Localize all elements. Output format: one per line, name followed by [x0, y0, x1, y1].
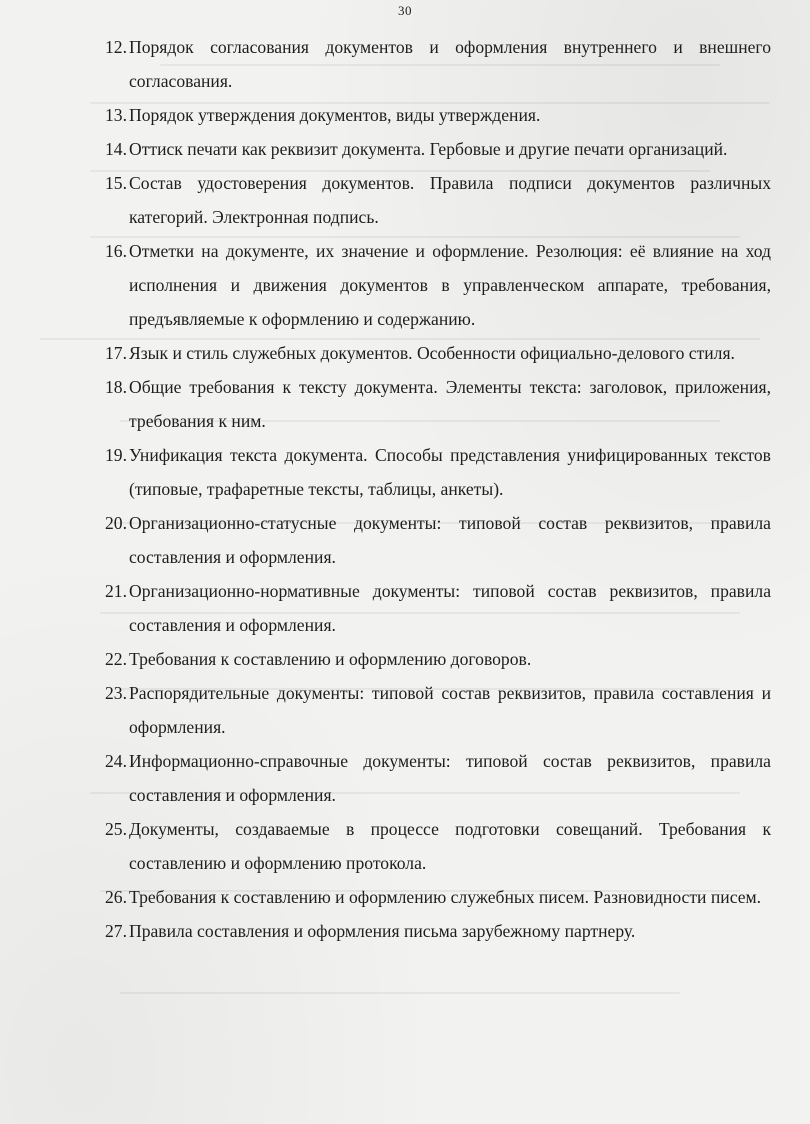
item-number: 22.	[105, 649, 127, 669]
list-item	[0, 914, 810, 948]
item-number: 27.	[105, 921, 127, 941]
list-item	[0, 676, 810, 744]
item-text: Организационно-статусные документы: типовой состав реквизитов, правила составления и оформления.	[129, 513, 771, 567]
item-text: Организационно-нормативные документы: типовой состав реквизитов, правила составления и оформления.	[129, 581, 771, 635]
list-item	[0, 506, 810, 574]
exam-question-list	[0, 30, 810, 948]
item-number: 17.	[105, 343, 127, 363]
item-number: 26.	[105, 887, 127, 907]
item-text: Распорядительные документы: типовой состав реквизитов, правила составления и оформления.	[129, 683, 771, 737]
item-number: 12.	[105, 37, 127, 57]
item-text: Информационно-справочные документы: типовой состав реквизитов, правила составления и оформления.	[129, 751, 771, 805]
list-item	[0, 438, 810, 506]
item-text: Требования к составлению и оформлению договоров.	[129, 649, 532, 669]
bleed-through-line	[120, 992, 680, 994]
list-item	[0, 642, 810, 676]
list-item	[0, 30, 810, 98]
item-number: 21.	[105, 581, 127, 601]
item-number: 15.	[105, 173, 127, 193]
item-number: 20.	[105, 513, 127, 533]
item-text: Общие требования к тексту документа. Элементы текста: заголовок, приложения, требования к ним.	[129, 377, 771, 431]
item-number: 16.	[105, 241, 127, 261]
item-number: 24.	[105, 751, 127, 771]
list-item	[0, 370, 810, 438]
item-text: Оттиск печати как реквизит документа. Гербовые и другие печати организаций.	[129, 139, 728, 159]
list-item	[0, 132, 810, 166]
item-number: 18.	[105, 377, 127, 397]
item-number: 14.	[105, 139, 127, 159]
item-text: Состав удостоверения документов. Правила подписи документов различных категорий. Электронная подпись.	[129, 173, 771, 227]
item-text: Язык и стиль служебных документов. Особенности официально-делового стиля.	[129, 343, 735, 363]
item-number: 19.	[105, 445, 127, 465]
list-item	[0, 880, 810, 914]
item-text: Правила составления и оформления письма зарубежному партнеру.	[129, 921, 636, 941]
item-text: Документы, создаваемые в процессе подготовки совещаний. Требования к составлению и оформлению протокола.	[129, 819, 771, 873]
list-item	[0, 336, 810, 370]
item-number: 23.	[105, 683, 127, 703]
item-text: Унификация текста документа. Способы представления унифицированных текстов (типовые, трафаретные тексты, таблицы, анкеты).	[129, 445, 771, 499]
list-item	[0, 812, 810, 880]
page-number: 30	[398, 3, 412, 18]
item-number: 13.	[105, 105, 127, 125]
list-item	[0, 574, 810, 642]
item-text: Требования к составлению и оформлению служебных писем. Разновидности писем.	[129, 887, 762, 907]
list-item	[0, 98, 810, 132]
item-text: Порядок утверждения документов, виды утверждения.	[129, 105, 541, 125]
item-text: Порядок согласования документов и оформления внутреннего и внешнего согласования.	[129, 37, 771, 91]
item-text: Отметки на документе, их значение и оформление. Резолюция: её влияние на ход исполнения и движения документов в управленческом аппарате, требования, предъявляемые к оформлению и содержанию.	[129, 241, 771, 329]
item-number: 25.	[105, 819, 127, 839]
list-item	[0, 234, 810, 336]
list-item	[0, 744, 810, 812]
list-item	[0, 166, 810, 234]
